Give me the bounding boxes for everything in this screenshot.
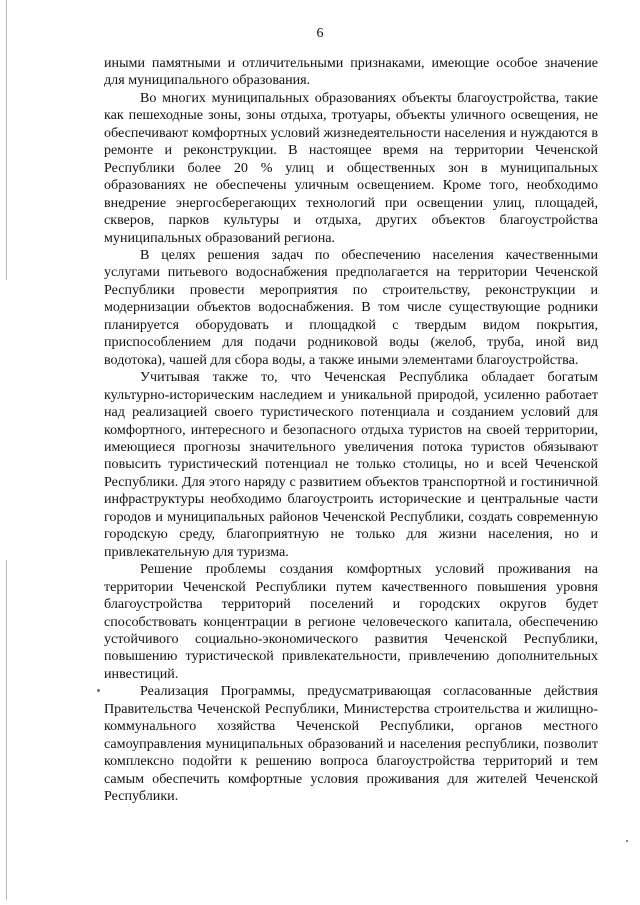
paragraph: В целях решения задач по обеспечению населения качественными услугами питьевого водоснабжения предполагается на территории Чеченской Республики провести мероприятия по строительству, реконструкции и модернизации объектов водоснабжения. В том числе существующие родники планируется оборудовать и площадкой с твердым видом покрытия, приспособлением для подачи родниковой воды (желоб, труба, иной вид водотока), чашей для сбора воды, а также иными элементами благоустройства.: [104, 246, 598, 368]
paragraph: Решение проблемы создания комфортных условий проживания на территории Чеченской Республики путем качественного повышения уровня благоустройства территорий поселений и городских округов будет способствовать концентрации в регионе человеческого капитала, обеспечению устойчивого социально-экономического развития Чеченской Республики, повышению туристической привлекательности, привлечению дополнительных инвестиций.: [104, 561, 598, 682]
scan-speck: [626, 840, 628, 842]
paragraph: Реализация Программы, предусматривающая согласованные действия Правительства Чеченской Республики, Министерства строительства и жилищно-коммунального хозяйства Чеченской Республики, органов местного самоуправления муниципальных образований и населения республики, позволит комплексно подойти к решению вопроса благоустройства территорий и тем самым обеспечить комфортные условия проживания для жителей Чеченской Республики.: [104, 683, 598, 805]
scan-speck: [97, 689, 100, 692]
scan-margin-line: [6, 560, 7, 900]
paragraph: Во многих муниципальных образованиях объекты благоустройства, такие как пешеходные зоны, зоны отдыха, тротуары, объекты уличного освещения, не обеспечивают комфортных условий жизнедеятельности населения и нуждаются в ремонте и реконструкции. В настоящее время на территории Чеченской Республики более 20 % улиц и общественных зон в муниципальных образованиях не обеспечены уличным освещением. Кроме того, необходимо внедрение энергосберегающих технологий при освещении улиц, площадей, скверов, парков культуры и отдыха, других объектов благоустройства муниципальных образований региона.: [104, 89, 598, 246]
page-number: 6: [316, 26, 324, 41]
document-body: [104, 55, 598, 805]
paragraph: Учитывая также то, что Чеченская Республика обладает богатым культурно-историческим наследием и уникальной природой, усиленно работает над реализацией своего туристического потенциала и созданием условий для комфортного, интересного и безопасного отдыха туристов на своей территории, имеющиеся прогнозы значительного увеличения потока туристов обязывают повысить туристический потенциал не только столицы, но и всей Чеченской Республики. Для этого наряду с развитием объектов транспортной и гостиничной инфраструктуры необходимо благоустроить исторические и центральные части городов и муниципальных районов Чеченской Республики, создать современную городскую среду, благоприятную не только для жизни населения, но и привлекательную для туризма.: [104, 369, 598, 560]
scan-margin-line: [6, 0, 7, 280]
paragraph: иными памятными и отличительными признаками, имеющие особое значение для муниципального образования.: [104, 55, 598, 89]
